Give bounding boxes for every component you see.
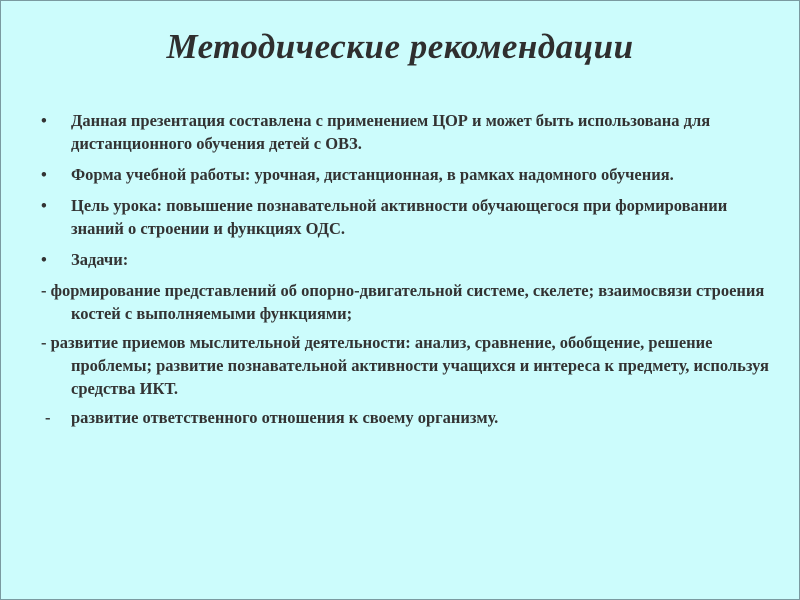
bullet-marker: • — [41, 111, 47, 130]
task-text: - развитие приемов мыслительной деятельности: анализ, сравнение, обобщение, решение проблемы; развитие познавательной активности учащихся и интереса к предмету, используя средства ИКТ. — [41, 333, 769, 398]
bullet-text: Данная презентация составлена с применением ЦОР и может быть использована для дистанционного обучения детей с ОВЗ. — [71, 111, 711, 153]
bullet-item — [1, 163, 781, 186]
bullet-marker: • — [41, 165, 47, 184]
task-text: - формирование представлений об опорно-двигательной системе, скелете; взаимосвязи строения костей с выполняемыми функциями; — [41, 281, 765, 323]
task-text: развитие ответственного отношения к своему организму. — [71, 408, 499, 427]
bullet-marker: • — [41, 196, 47, 215]
bullet-marker: • — [41, 250, 47, 269]
task-item — [1, 406, 781, 429]
bullet-item — [1, 248, 781, 271]
bullet-text: Задачи: — [71, 250, 129, 269]
slide-title: Методические рекомендации — [166, 27, 634, 66]
task-item — [1, 331, 781, 400]
task-marker: - — [45, 408, 51, 427]
task-item — [1, 279, 781, 325]
bullet-item — [1, 109, 781, 155]
bullet-text: Цель урока: повышение познавательной активности обучающегося при формировании знаний о строении и функциях ОДС. — [71, 196, 728, 238]
slide-content — [1, 109, 781, 435]
bullet-item — [1, 194, 781, 240]
bullet-text: Форма учебной работы: урочная, дистанционная, в рамках надомного обучения. — [71, 165, 674, 184]
